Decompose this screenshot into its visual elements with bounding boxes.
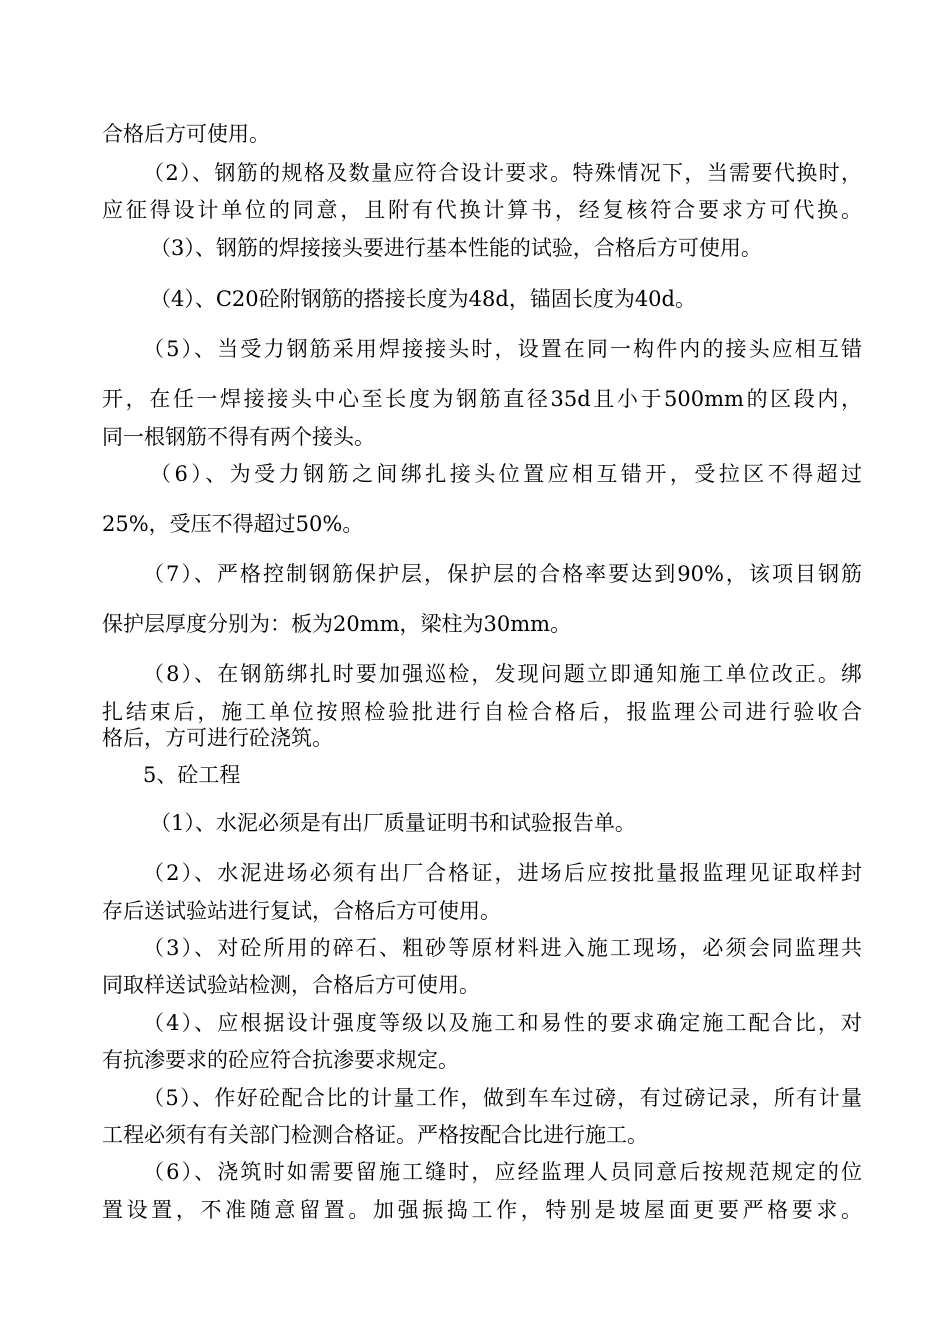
text-line: （8）、在钢筋绑扎时要加强巡检，发现问题立即通知施工单位改正。绑 bbox=[143, 662, 862, 686]
text-line: 扎结束后，施工单位按照检验批进行自检合格后，报监理公司进行验收合 bbox=[102, 700, 862, 724]
text-line: （6）、为受力钢筋之间绑扎接头位置应相互错开，受拉区不得超过 bbox=[150, 462, 862, 486]
text-line: （4）、应根据设计强度等级以及施工和易性的要求确定施工配合比，对 bbox=[143, 1011, 862, 1035]
text-line: （6）、浇筑时如需要留施工缝时，应经监理人员同意后按规范规定的位 bbox=[143, 1160, 862, 1184]
text-line: （1）、水泥必须是有出厂质量证明书和试验报告单。 bbox=[150, 811, 636, 835]
text-line: 25%，受压不得超过50%。 bbox=[102, 512, 364, 536]
section-heading: 5、砼工程 bbox=[143, 763, 241, 787]
text-line: （7）、严格控制钢筋保护层，保护层的合格率要达到90%，该项目钢筋 bbox=[143, 562, 862, 586]
text-line: （3）、钢筋的焊接接头要进行基本性能的试验，合格后方可使用。 bbox=[150, 236, 762, 260]
text-line: 置设置，不准随意留置。加强振捣工作，特别是坡屋面更要严格要求。 bbox=[102, 1198, 862, 1222]
text-line: 合格后方可使用。 bbox=[102, 122, 270, 146]
text-line: （2）、钢筋的规格及数量应符合设计要求。特殊情况下，当需要代换时， bbox=[143, 161, 862, 185]
text-line: （5）、当受力钢筋采用焊接接头时，设置在同一构件内的接头应相互错 bbox=[143, 337, 862, 361]
text-line: 同取样送试验站检测，合格后方可使用。 bbox=[102, 973, 480, 997]
text-line: （5）、作好砼配合比的计量工作，做到车车过磅，有过磅记录，所有计量 bbox=[143, 1086, 862, 1110]
text-line: 同一根钢筋不得有两个接头。 bbox=[102, 425, 375, 449]
text-line: 存后送试验站进行复试，合格后方可使用。 bbox=[102, 899, 501, 923]
text-line: （4）、C20砼附钢筋的搭接长度为48d，锚固长度为40d。 bbox=[150, 287, 696, 311]
text-line: 格后，方可进行砼浇筑。 bbox=[102, 726, 333, 750]
text-line: 开，在任一焊接接头中心至长度为钢筋直径35d且小于500mm的区段内， bbox=[102, 387, 862, 411]
text-line: 有抗渗要求的砼应符合抗渗要求规定。 bbox=[102, 1048, 459, 1072]
text-line: （3）、对砼所用的碎石、粗砂等原材料进入施工现场，必须会同监理共 bbox=[143, 936, 862, 960]
text-line: 应征得设计单位的同意，且附有代换计算书，经复核符合要求方可代换。 bbox=[102, 198, 862, 222]
text-line: 保护层厚度分别为：板为20mm，梁柱为30mm。 bbox=[102, 612, 572, 636]
text-line: （2）、水泥进场必须有出厂合格证，进场后应按批量报监理见证取样封 bbox=[143, 861, 862, 885]
text-line: 工程必须有有关部门检测合格证。严格按配合比进行施工。 bbox=[102, 1123, 648, 1147]
